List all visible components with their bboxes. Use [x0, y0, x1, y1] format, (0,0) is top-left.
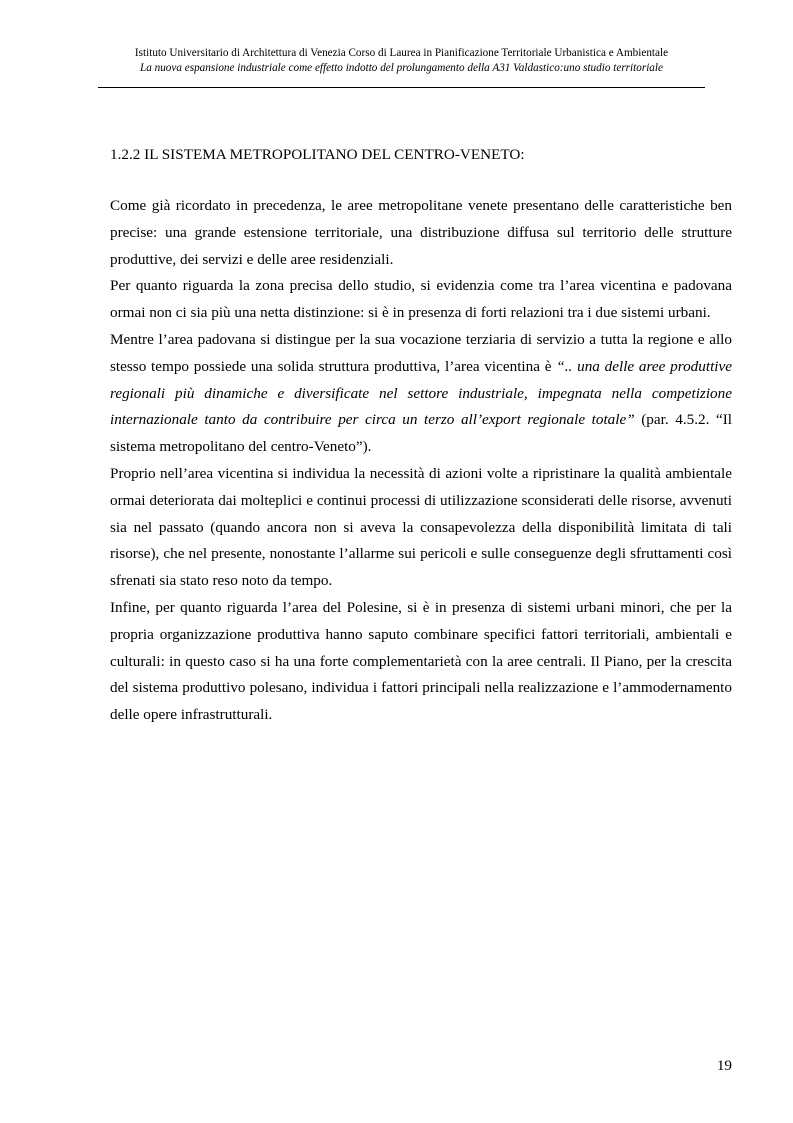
paragraph-3-end: (par. 4.5.2. “Il sistema metropolitano del centro-Veneto”).	[110, 411, 732, 456]
header-divider	[98, 87, 705, 88]
section-title: 1.2.2 IL SISTEMA METROPOLITANO DEL CENTRO-VENETO:	[110, 146, 525, 163]
paragraph-1: Come già ricordato in precedenza, le aree metropolitane venete presentano delle caratteristiche ben precise: una grande estensione territoriale, una distribuzione diffusa sul territorio delle strutture produttive, dei servizi e delle aree residenziali.	[110, 197, 732, 268]
header-institution: Istituto Universitario di Architettura di Venezia Corso di Laurea in Pianificazione Territoriale Urbanistica e Ambientale	[134, 47, 669, 59]
paragraph-3	[110, 327, 732, 461]
body-text	[110, 193, 732, 729]
page-header	[98, 46, 705, 76]
paragraph-4: Proprio nell’area vicentina si individua la necessità di azioni volte a ripristinare la qualità ambientale ormai deteriorata dai molteplici e continui processi di utilizzazione sconsiderati delle risorse, avvenuti sia nel passato (quando ancora non si aveva la consapevolezza della disponibilità limitata di tali risorse), che nel presente, nonostante l’allarme sui pericoli e sulle conseguenze degli sfruttamenti così sfrenati sia stato reso noto da tempo.	[110, 464, 732, 590]
paragraph-3-start: Mentre l’area padovana si distingue per la sua vocazione terziaria di servizio a tutta la regione e allo stesso tempo possiede una solida struttura produttiva, l’area vicentina è	[110, 330, 732, 375]
header-thesis-title: La nuova espansione industriale come effetto indotto del prolungamento della A31 Valdastico:uno studio territoriale	[140, 62, 663, 74]
paragraph-5: Infine, per quanto riguarda l’area del Polesine, si è in presenza di sistemi urbani minori, che per la propria organizzazione produttiva hanno saputo combinare specifici fattori territoriali, ambientali e culturali: in questo caso si ha una forte complementarietà con la aree centrali. Il Piano, per la crescita del sistema produttivo polesano, individua i fattori principali nella realizzazione e l’ammodernamento delle opere infrastrutturali.	[110, 598, 732, 724]
paragraph-2: Per quanto riguarda la zona precisa dello studio, si evidenzia come tra l’area vicentina e padovana ormai non ci sia più una netta distinzione: si è in presenza di forti relazioni tra i due sistemi urbani.	[110, 277, 732, 322]
paragraph-3-quote: “.. una delle aree produttive regionali più dinamiche e diversificate nel settore industriale, impegnata nella competizione internazionale tanto da contribuire per circa un terzo all’export regionale totale”	[110, 357, 732, 429]
page-number: 19	[716, 1057, 732, 1074]
